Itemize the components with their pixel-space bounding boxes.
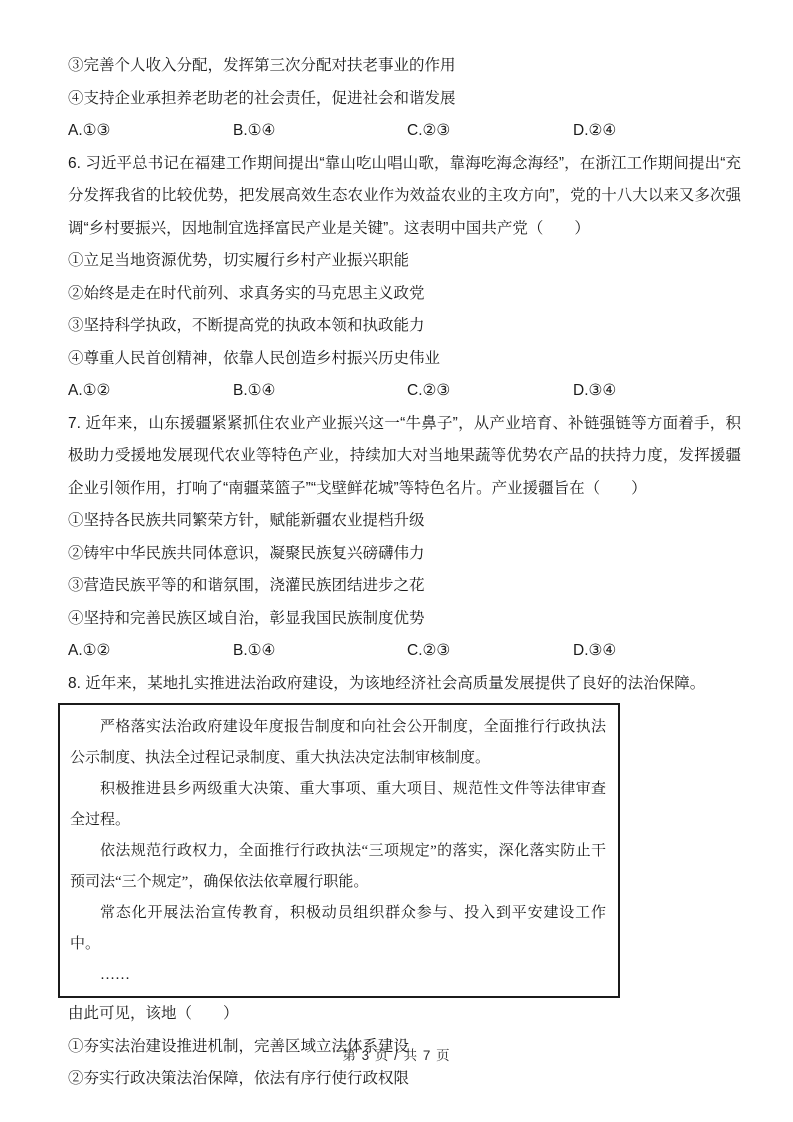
question6-answer-d: D.③④ [573,382,617,399]
material-paragraph: 依法规范行政权力，全面推行行政执法“三项规定”的落实，深化落实防止干预司法“三个规定”，确保依法依章履行职能。 [70,843,606,890]
question7-answer-d: D.③④ [573,642,617,659]
question6-answer-a: A.①② [68,382,111,399]
question6-answer-b: B.①④ [233,382,276,399]
question5-option-3: ③完善个人收入分配，发挥第三次分配对扶老事业的作用 [68,57,456,74]
question7-option-2: ②铸牢中华民族共同体意识，凝聚民族复兴磅礴伟力 [68,544,425,562]
question5-answer-a: A.①③ [68,122,111,139]
material-ellipsis: …… [100,967,130,983]
question6-answer-c: C.②③ [407,382,451,399]
question8-material-box [58,703,620,998]
question8-conclusion: 由此可见，该地（ ） [68,1005,239,1022]
question8-option-2: ②夯实行政决策法治保障，依法有序行使行政权限 [68,1070,410,1087]
material-paragraph: 严格落实法治政府建设年度报告制度和向社会公开制度，全面推行行政执法公示制度、执法全过程记录制度、重大执法决定法制审核制度。 [70,719,606,766]
question7-stem: 7. 近年来，山东援疆紧紧抓住农业产业振兴这一“牛鼻子”，从产业培育、补链强链等方面着手，积极助力受援地发展现代农业等特色产业，持续加大对当地果蔬等优势农产品的扶持力度，发挥援疆企业引领作用，打响了“南疆菜篮子”“戈壁鲜花城”等特色名片。产业援疆旨在（ ） [68,414,741,497]
question7-answer-c: C.②③ [407,642,451,659]
question7-answer-a: A.①② [68,642,111,659]
question6-option-4: ④尊重人民首创精神，依靠人民创造乡村振兴历史伟业 [68,349,441,367]
question6-option-1: ①立足当地资源优势，切实履行乡村产业振兴职能 [68,252,410,269]
question6-stem: 6. 习近平总书记在福建工作期间提出“靠山吃山唱山歌，靠海吃海念海经”，在浙江工作期间提出“充分发挥我省的比较优势，把发展高效生态农业作为效益农业的主攻方向”，党的十八大以来又多次强调“乡村要振兴，因地制宜选择富民产业是关键”。这表明中国共产党（ ） [68,154,741,237]
page-footer: 第 3 页 / 共 7 页 [342,1048,451,1063]
question5-answer-c: C.②③ [407,122,451,139]
question6-answer-row [68,375,741,408]
question7-option-4: ④坚持和完善民族区域自治，彰显我国民族制度优势 [68,609,425,627]
question6-option-2: ②始终是走在时代前列、求真务实的马克思主义政党 [68,284,425,302]
question7-answer-b: B.①④ [233,642,276,659]
question5-answer-row [68,115,741,148]
material-paragraph: 积极推进县乡两级重大决策、重大事项、重大项目、规范性文件等法律审查全过程。 [70,781,606,828]
question7-option-3: ③营造民族平等的和谐氛围，浇灌民族团结进步之花 [68,577,425,594]
question6-option-3: ③坚持科学执政，不断提高党的执政本领和执政能力 [68,317,425,334]
question5-answer-b: B.①④ [233,122,276,139]
question5-option-4: ④支持企业承担养老助老的社会责任，促进社会和谐发展 [68,89,456,107]
question8-option-1: ①夯实法治建设推进机制，完善区域立法体系建设 [68,1037,410,1055]
question5-answer-d: D.②④ [573,122,617,139]
question7-answer-row [68,635,741,668]
material-paragraph: 常态化开展法治宣传教育，积极动员组织群众参与、投入到平安建设工作中。 [70,905,606,952]
question7-option-1: ①坚持各民族共同繁荣方针，赋能新疆农业提档升级 [68,512,425,529]
question8-stem: 8. 近年来，某地扎实推进法治政府建设，为该地经济社会高质量发展提供了良好的法治保障。 [68,674,706,692]
